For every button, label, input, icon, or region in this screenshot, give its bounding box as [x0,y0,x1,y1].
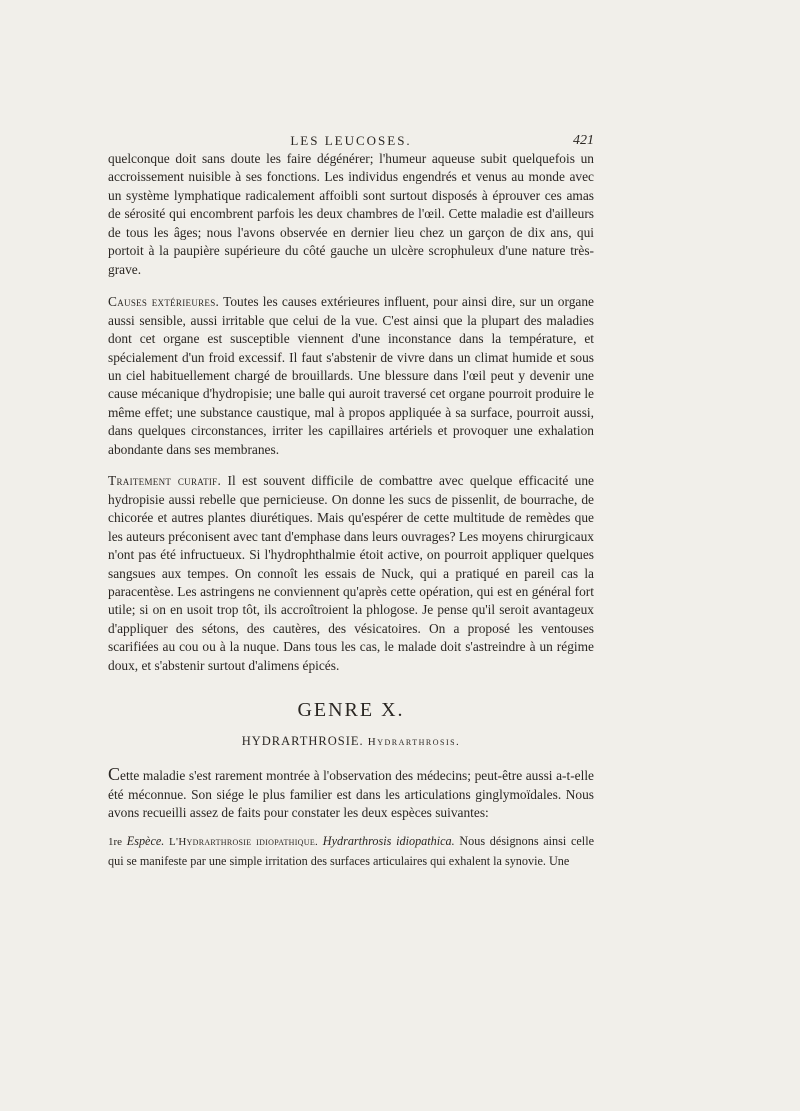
running-head [108,133,594,151]
genre-name-french: HYDRARTHROSIE. [241,734,364,749]
genre-subtitle [108,732,594,751]
paragraph-external-causes [108,293,594,459]
paragraph-text: Toutes les causes extérieures influent, pour ainsi dire, sur un organe aussi sensible, aussi irritable que celui de la vue. C'est ainsi que la plupart des maladies dont cet organe est susceptible viennent d'une inconstance dans la température, et spécialement d'un froid excessif. Il faut s'abstenir de vivre dans un climat humide et sous un ciel habituellement chargé de brouillards. Une blessure dans l'œil peut y devenir une cause mécanique d'hydropisie; une balle qui auroit traversé cet organe pourroit produire le même effet; une substance caustique, mal à propos appliquée à sa surface, pourroit aussi, dans quelques circonstances, irriter les capillaires artériels et provoquer une exhalation abondante dans ses membranes. [108,294,594,457]
genre-heading: GENRE X. [297,699,405,722]
species-label: Espèce. [126,833,165,848]
species-paragraph [108,832,594,871]
drop-cap: C [108,764,121,785]
genre-name-latin: Hydrarthrosis. [367,736,461,749]
species-name: L'Hydrarthrosie idiopathique. [169,835,319,848]
text-body [108,150,594,871]
page-number: 421 [573,133,594,148]
species-latin-name: Hydrarthrosis idiopathica. [322,833,455,848]
species-number: 1re [108,835,123,848]
paragraph-continuation: quelconque doit sans doute les faire dégénérer; l'humeur aqueuse subit quelquefois un accroissement nuisible à ses fonctions. Les individus engendrés et venus au monde avec un système lymphatique radicalement affoibli sont surtout disposés à éprouver ces amas de sérosité qui encombrent parfois les deux chambres de l'œil. Cette maladie est d'ailleurs de tous les âges; nous l'avons observée en dernier lieu chez un garçon de dix ans, qui portoit à la paupière supérieure du côté gauche un ulcère scrophuleux d'une nature très-grave. [108,151,594,277]
paragraph-text: Il est souvent difficile de combattre avec quelque efficacité une hydropisie aussi rebelle que pernicieuse. On donne les sucs de pissenlit, de bourrache, de chicorée et autres plantes diurétiques. Mais qu'espérer de cette multitude de remèdes que les auteurs préconisent avec tant d'emphase dans leurs ouvrages? Les moyens chirurgicaux n'ont pas été infructueux. Si l'hydrophthalmie étoit active, on pourroit appliquer quelques sangsues aux tempes. On connoît les essais de Nuck, qui a pratiqué en pareil cas la paracentèse. Les astringens ne conviennent qu'après cette opération, qui est en général fort utile; si on en usoit trop tôt, ils accroîtroient la phlogose. Je pense qu'il seroit avantageux d'appliquer des sétons, des cautères, des vésicatoires. On a proposé les ventouses scarifiées au cou ou à la nuque. Dans tous les cas, le malade doit s'astreindre à un régime doux, et s'abstenir surtout d'alimens épicés. [108,473,594,673]
running-head-title: LES LEUCOSES. [290,133,412,148]
section-lead-external-causes: Causes extérieures. [108,294,220,310]
genre-intro-paragraph [108,765,594,822]
paragraph-text: ette maladie s'est rarement montrée à l'observation des médecins; peut-être aussi a-t-elle été méconnue. Son siége le plus familier est dans les articulations ginglymoïdales. Nous avons recueilli assez de faits pour constater les deux espèces suivantes: [108,768,594,821]
paragraph-curative-treatment [108,472,594,675]
section-lead-treatment: Traitement curatif. [108,473,222,489]
species-text: Nous désignons ainsi celle qui se manifeste par une simple irritation des surfaces articulaires qui exhalent la synovie. Une [108,833,594,868]
